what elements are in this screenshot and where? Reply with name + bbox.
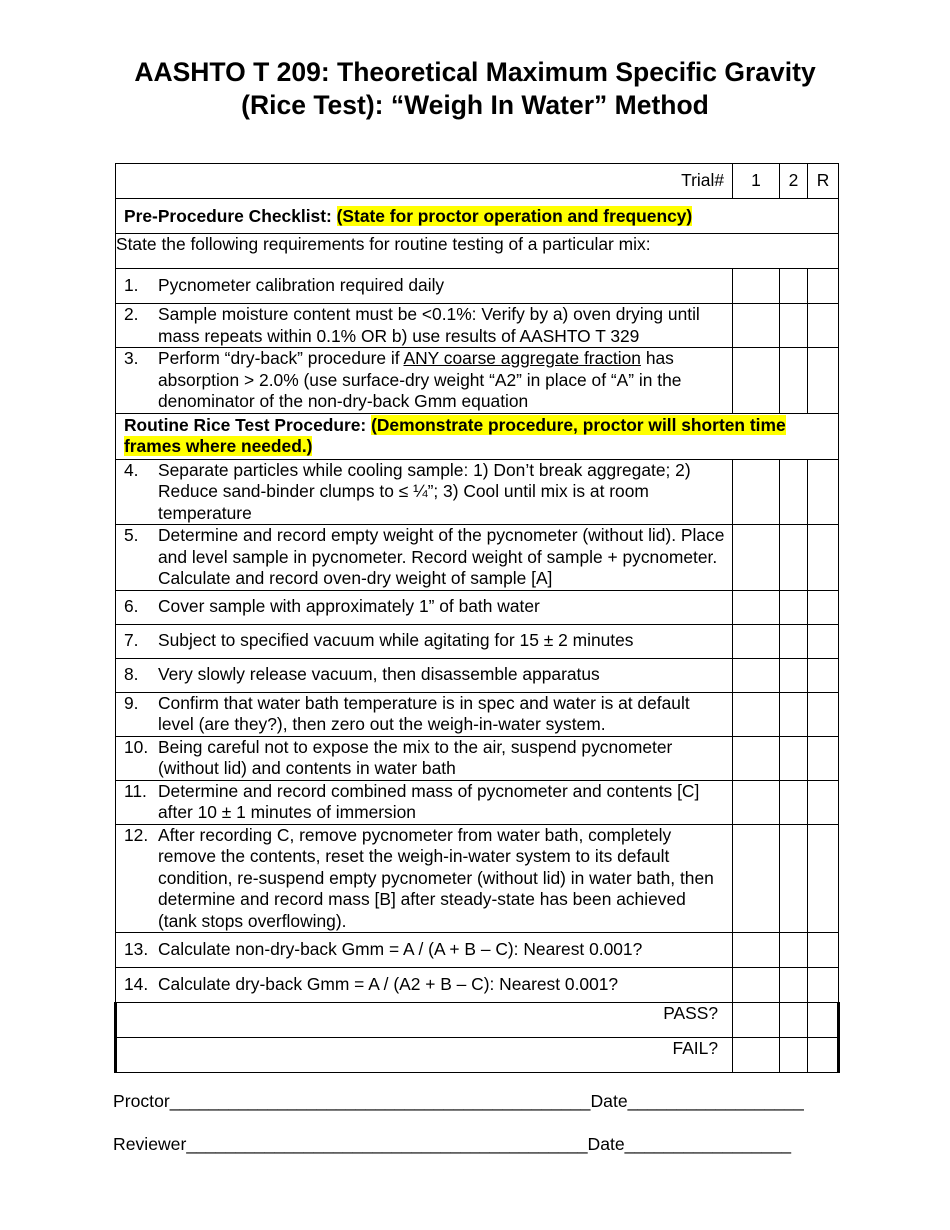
check-box-trial-1[interactable] xyxy=(733,348,780,414)
routine-procedure-label: Routine Rice Test Procedure: xyxy=(124,414,367,435)
check-box-trial-1[interactable] xyxy=(733,590,780,624)
check-box-trial-1[interactable] xyxy=(733,269,780,304)
step-text: Cover sample with approximately 1” of bath water xyxy=(158,596,540,617)
step-number: 5. xyxy=(124,525,139,545)
routine-procedure-header-row xyxy=(116,413,839,459)
step-text: Calculate dry-back Gmm = A / (A2 + B – C): Nearest 0.001? xyxy=(158,974,619,995)
routine-procedure-note: (Demonstrate procedure, proctor will shorten time frames where needed.) xyxy=(124,414,786,456)
step-number: 8. xyxy=(124,664,139,685)
check-box-trial-1[interactable] xyxy=(733,692,780,736)
check-box-retest[interactable] xyxy=(808,692,839,736)
step-row-1 xyxy=(116,269,839,304)
step-text-part: has absorption > 2.0% (use surface-dry weight “A2” in place of “A” in the denominator of the non-dry-back Gmm equation xyxy=(158,348,682,411)
title-line-1: AASHTO T 209: Theoretical Maximum Specific Gravity xyxy=(134,57,816,87)
intro-row xyxy=(116,234,839,269)
step-row-11 xyxy=(116,780,839,824)
intro-text: State the following requirements for routine testing of a particular mix: xyxy=(116,234,839,269)
check-box-retest[interactable] xyxy=(808,590,839,624)
step-number: 1. xyxy=(124,275,139,296)
check-box-trial-1[interactable] xyxy=(733,304,780,348)
check-box-trial-2[interactable] xyxy=(780,933,808,968)
step-text: Calculate non-dry-back Gmm = A / (A + B – C): Nearest 0.001? xyxy=(158,939,643,960)
step-text-underlined: ANY coarse aggregate fraction xyxy=(403,348,641,368)
check-box-retest[interactable] xyxy=(808,933,839,968)
pass-row xyxy=(116,1003,839,1038)
step-number: 2. xyxy=(124,304,139,324)
check-box-retest[interactable] xyxy=(808,304,839,348)
check-box-trial-2[interactable] xyxy=(780,824,808,933)
step-text: Confirm that water bath temperature is in spec and water is at default level (are they?), then zero out the weigh-in-water system. xyxy=(158,692,690,734)
check-box-trial-1[interactable] xyxy=(733,780,780,824)
title-line-2: (Rice Test): “Weigh In Water” Method xyxy=(241,90,709,120)
step-number: 4. xyxy=(124,459,139,480)
step-text xyxy=(158,348,726,413)
check-box-trial-2[interactable] xyxy=(780,624,808,658)
fail-box-trial-1[interactable] xyxy=(733,1038,780,1073)
pass-label: PASS? xyxy=(116,1003,733,1038)
trial-header-row xyxy=(116,164,839,199)
check-box-trial-2[interactable] xyxy=(780,304,808,348)
trial-col-2: 2 xyxy=(780,164,808,199)
check-box-retest[interactable] xyxy=(808,624,839,658)
check-box-trial-2[interactable] xyxy=(780,348,808,414)
check-box-trial-1[interactable] xyxy=(733,736,780,780)
step-row-6 xyxy=(116,590,839,624)
step-text-part: Perform “dry-back” procedure if xyxy=(158,348,404,368)
step-text: Determine and record combined mass of pycnometer and contents [C] after 10 ± 1 minutes of immersion xyxy=(158,780,700,822)
fail-label: FAIL? xyxy=(116,1038,733,1073)
trial-label: Trial# xyxy=(116,164,733,199)
checklist-table xyxy=(114,163,840,1073)
check-box-retest[interactable] xyxy=(808,658,839,692)
check-box-trial-2[interactable] xyxy=(780,780,808,824)
step-number: 9. xyxy=(124,692,139,713)
check-box-trial-1[interactable] xyxy=(733,624,780,658)
trial-col-r: R xyxy=(808,164,839,199)
step-row-14 xyxy=(116,968,839,1003)
trial-col-1: 1 xyxy=(733,164,780,199)
check-box-retest[interactable] xyxy=(808,269,839,304)
check-box-trial-1[interactable] xyxy=(733,525,780,591)
step-text: Determine and record empty weight of the pycnometer (without lid). Place and level sample in pycnometer. Record weight of sample + pycnometer. Calculate and record oven-dry weight of sample [A] xyxy=(158,525,725,588)
check-box-retest[interactable] xyxy=(808,348,839,414)
check-box-trial-1[interactable] xyxy=(733,824,780,933)
check-box-trial-1[interactable] xyxy=(733,933,780,968)
pre-procedure-label: Pre-Procedure Checklist: xyxy=(124,205,332,226)
step-text: Subject to specified vacuum while agitating for 15 ± 2 minutes xyxy=(158,630,634,651)
step-number: 11. xyxy=(124,780,147,801)
check-box-trial-2[interactable] xyxy=(780,658,808,692)
pass-box-retest[interactable] xyxy=(808,1003,839,1038)
check-box-retest[interactable] xyxy=(808,968,839,1003)
step-text: Pycnometer calibration required daily xyxy=(158,275,445,296)
check-box-trial-2[interactable] xyxy=(780,525,808,591)
check-box-retest[interactable] xyxy=(808,824,839,933)
step-text: Very slowly release vacuum, then disassemble apparatus xyxy=(158,664,600,685)
step-text: After recording C, remove pycnometer from water bath, completely remove the contents, reset the weigh-in-water system to its default condition, re-suspend empty pycnometer (without lid) in water bath, then determine and record mass [B] after steady-state has been achieved (tank stops overflowing). xyxy=(158,824,714,931)
check-box-trial-1[interactable] xyxy=(733,658,780,692)
step-row-13 xyxy=(116,933,839,968)
step-row-7 xyxy=(116,624,839,658)
pass-box-trial-2[interactable] xyxy=(780,1003,808,1038)
check-box-retest[interactable] xyxy=(808,459,839,525)
check-box-trial-2[interactable] xyxy=(780,269,808,304)
step-number: 13. xyxy=(124,939,149,960)
step-text: Sample moisture content must be <0.1%: Verify by a) oven drying until mass repeats within 0.1% OR b) use results of AASHTO T 329 xyxy=(158,304,700,346)
step-row-10 xyxy=(116,736,839,780)
step-text: Being careful not to expose the mix to the air, suspend pycnometer (without lid) and contents in water bath xyxy=(158,736,673,778)
step-number: 6. xyxy=(124,596,139,617)
step-number: 12. xyxy=(124,824,149,845)
pass-box-trial-1[interactable] xyxy=(733,1003,780,1038)
check-box-retest[interactable] xyxy=(808,736,839,780)
step-number: 7. xyxy=(124,630,139,651)
fail-row xyxy=(116,1038,839,1073)
check-box-retest[interactable] xyxy=(808,525,839,591)
check-box-trial-2[interactable] xyxy=(780,459,808,525)
step-row-12 xyxy=(116,824,839,933)
check-box-trial-1[interactable] xyxy=(733,968,780,1003)
step-row-2 xyxy=(116,304,839,348)
step-row-5 xyxy=(116,525,839,591)
proctor-signature-line[interactable]: Proctor___________________________________________Date__________________ xyxy=(113,1091,804,1111)
reviewer-signature-line[interactable]: Reviewer_________________________________________Date_________________ xyxy=(113,1134,792,1154)
step-number: 10. xyxy=(124,736,149,757)
fail-box-retest[interactable] xyxy=(808,1038,839,1073)
document-title xyxy=(60,56,890,122)
step-row-8 xyxy=(116,658,839,692)
check-box-trial-2[interactable] xyxy=(780,968,808,1003)
check-box-trial-2[interactable] xyxy=(780,590,808,624)
step-row-4 xyxy=(116,459,839,525)
check-box-trial-2[interactable] xyxy=(780,692,808,736)
fail-box-trial-2[interactable] xyxy=(780,1038,808,1073)
step-number: 3. xyxy=(124,348,139,368)
step-text: Separate particles while cooling sample: 1) Don’t break aggregate; 2) Reduce sand-binder clumps to ≤ ¼”; 3) Cool until mix is at room temperature xyxy=(158,459,691,523)
step-row-9 xyxy=(116,692,839,736)
pre-procedure-note: (State for proctor operation and frequency) xyxy=(336,205,693,226)
check-box-trial-1[interactable] xyxy=(733,459,780,525)
pre-procedure-header-row xyxy=(116,199,839,234)
check-box-retest[interactable] xyxy=(808,780,839,824)
check-box-trial-2[interactable] xyxy=(780,736,808,780)
step-number: 14. xyxy=(124,974,149,995)
step-row-3 xyxy=(116,348,839,414)
